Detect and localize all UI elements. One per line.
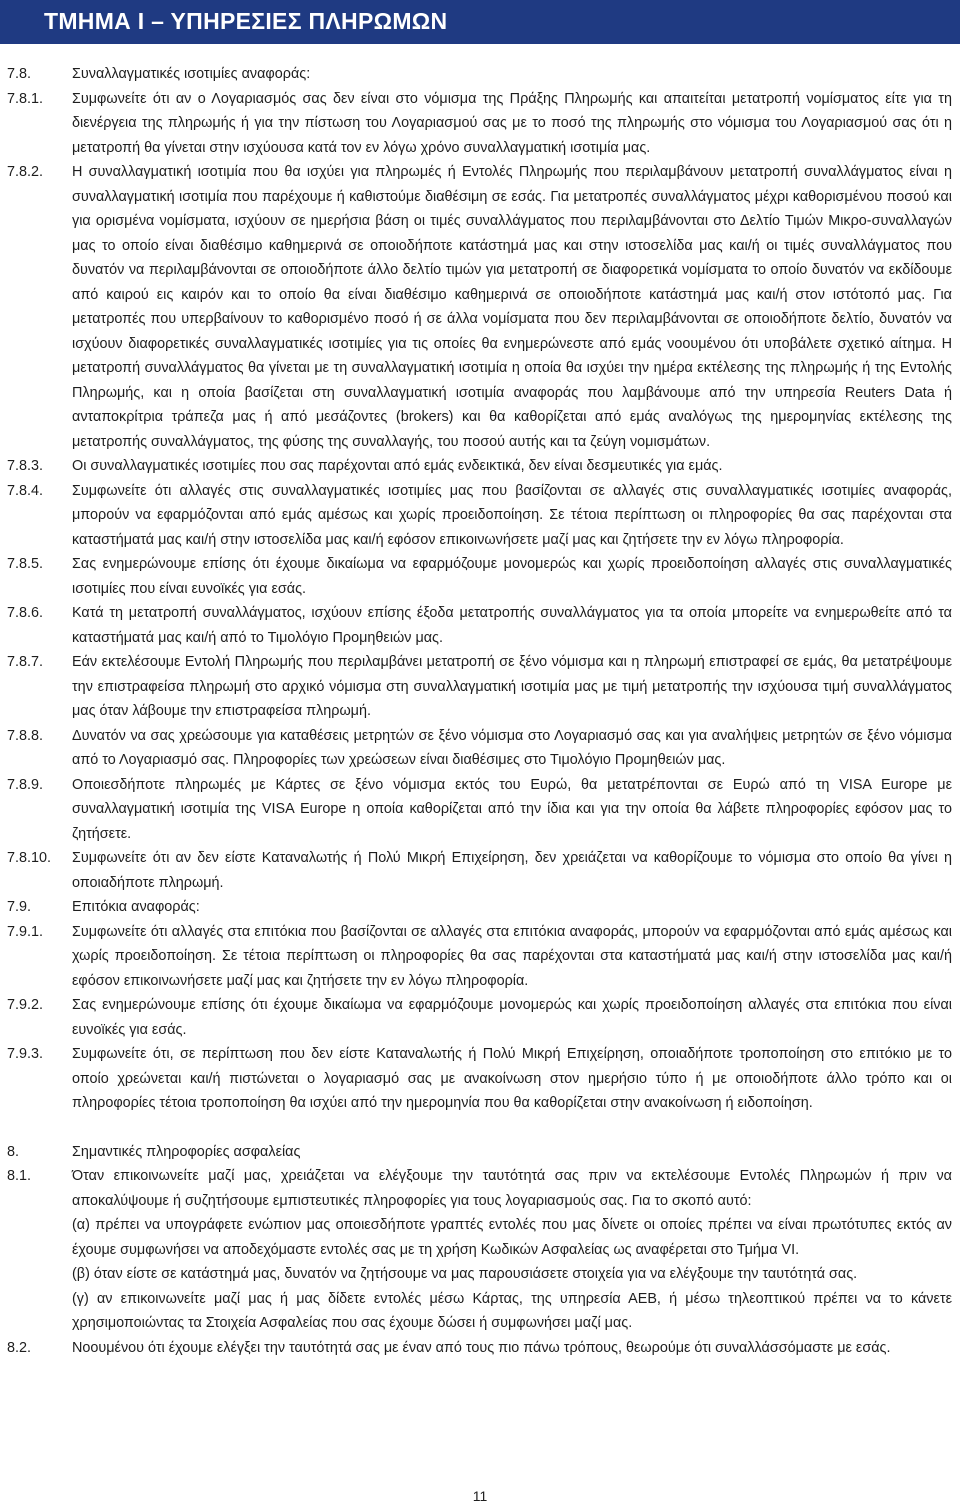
clause-number: 7.8.10. — [7, 850, 52, 866]
clause-number: 7.8.9. — [7, 776, 44, 793]
clause-text: Δυνατόν να σας χρεώσουμε για καταθέσεις μετρητών σε ξένο νόμισμα στο Λογαριασμό σας και για αναλήψεις μετρητών σε ξένο νόμισμα από το Λογαριασμό σας. Πληροφορίες των χρεώσεων είναι διαθέσιμες στο Τιμολόγιο Προμηθειών μας. — [72, 727, 952, 768]
clause-number: 8.1. — [7, 1168, 32, 1184]
clause-text: Οποιεσδήποτε πληρωμές με Κάρτες σε ξένο νόμισμα εκτός του Ευρώ, θα μετατρέπονται σε Ευρώ από τη VISA Europe με συναλλαγματική ισοτιμία της VISA Europe η οποία καθορίζεται από την ίδια και για την οποία θα λάβετε πληροφορίες εφόσον μας το ζητήσετε. — [72, 776, 952, 842]
clause-7-9-1 — [0, 920, 960, 994]
clause-number: 7.8. — [7, 66, 32, 82]
clause-8-1-b — [0, 1262, 960, 1287]
clause-7-8-8 — [0, 724, 960, 773]
section-title: ΤΜΗΜΑ Ι – ΥΠΗΡΕΣΙΕΣ ΠΛΗΡΩΜΩΝ — [44, 8, 448, 34]
clause-7-8-5 — [0, 552, 960, 601]
clause-text: Η συναλλαγματική ισοτιμία που θα ισχύει για πληρωμές ή Εντολές Πληρωμής που περιλαμβάνουν μετατροπή συναλλάγματος είναι η συναλλαγματική ισοτιμία που παρέχουμε ή καθιστούμε διαθέσιμη σε εσάς. Για μετατροπές συναλλάγματος μέχρι καθορισμένου ποσού και για ορισμένα νομίσματα, ισχύουν σε ημερήσια βάση οι τιμές συναλλάγματος που περιλαμβάνονται στο Δελτίο Τιμών Μικρο-συναλλαγών μας το οποίο είναι διαθέσιμο καθημερινά σε οποιοδήποτε κατάστημά μας και στην ιστοσελίδα μας και/ή οι τιμές συναλλάγματος που δυνατόν να περιλαμβάνονται σε οποιοδήποτε άλλο δελτίο τιμών για μετατροπή σε διαφορετικά νομίσματα το οποίο δυνατόν να εκδίδουμε από καιρού εις καιρόν και το οποίο θα είναι διαθέσιμο καθημερινά σε οποιοδήποτε κατάστημά μας και/ή στον ιστότοπό μας. Για μετατροπές που υπερβαίνουν το καθορισμένο ποσό ή σε άλλα νομίσματα που δεν περιλαμβάνονται σε οποιοδήποτε δελτίο, δυνατόν να ισχύουν διαφορετικές συναλλαγματικές ισοτιμίες για τις οποίες θα ενημερώνεστε από εμάς νοουμένου ότι υποβάλετε σχετικό αίτημα. Η μετατροπή συναλλάγματος θα γίνεται με τη συναλλαγματική ισοτιμία η οποία θα ισχύει την ημέρα εκτέλεσης της πληρωμής ή της Εντολής Πληρωμής, και η οποία βασίζεται στη συναλλαγματική ισοτιμία αναφοράς που λαμβάνουμε από την υπηρεσία Reuters Data ή ανταποκρίτρια τράπεζα μας ή από μεσάζοντες (brokers) και θα καθορίζεται από εμάς αναλόγως της ημερομηνίας εκτέλεσης της μετατροπής συναλλάγματος, της φύσης της συναλλαγής, του ποσού αυτής και τα ζεύγη νομισμάτων. — [72, 164, 952, 450]
clause-number: 7.9.3. — [7, 1046, 44, 1062]
clause-8-2 — [0, 1336, 960, 1361]
clause-7-8-9 — [0, 773, 960, 847]
section-header-bar — [0, 0, 960, 44]
clause-number: 7.8.1. — [7, 90, 44, 107]
clause-8-1 — [0, 1164, 960, 1213]
clause-text: Οι συναλλαγματικές ισοτιμίες που σας παρέχονται από εμάς ενδεικτικά, δεν είναι δεσμευτικές για εμάς. — [72, 458, 723, 474]
sub-clause-text: (α) πρέπει να υπογράφετε ενώπιον μας οποιεσδήποτε γραπτές εντολές που μας δίνετε οι οποίες πρέπει να είναι πρωτότυπες εκτός αν έχουμε συμφωνήσει να αποδεχόμαστε εντολές σας με τη χρήση Κωδικών Ασφαλείας ως αναφέρεται στο Τμήμα VI. — [72, 1217, 952, 1258]
clause-text: Σας ενημερώνουμε επίσης ότι έχουμε δικαίωμα να εφαρμόζουμε μονομερώς και χωρίς προειδοποίηση αλλαγές στις συναλλαγματικές ισοτιμίες που είναι ευνοϊκές για εσάς. — [72, 556, 952, 597]
clause-number: 7.9. — [7, 899, 32, 915]
clause-number: 7.8.6. — [7, 605, 44, 621]
section-heading-text: Σημαντικές πληροφορίες ασφαλείας — [72, 1143, 301, 1160]
clause-7-8-3 — [0, 454, 960, 479]
clause-text: Συμφωνείτε ότι αν δεν είστε Καταναλωτής ή Πολύ Μικρή Επιχείρηση, δεν χρειάζεται να καθορίζουμε το νόμισμα στο οποίο θα γίνει η οποιαδήποτε πληρωμή. — [72, 850, 952, 891]
clause-text: Συμφωνείτε ότι αλλαγές στις συναλλαγματικές ισοτιμίες μας που βασίζονται σε αλλαγές στις συναλλαγματικές ισοτιμίες αναφοράς, μπορούν να εφαρμόζονται από εμάς αμέσως και χωρίς προειδοποίηση. Σε τέτοια περίπτωση οι πληροφορίες θα σας παρέχονται στα καταστήματά μας και/ή στην ιστοσελίδα μας και/ή εφόσον επικοινωνήσετε μαζί μας και ζητήσετε την εν λόγω πληροφορία. — [72, 482, 952, 548]
sub-clause-text: (β) όταν είστε σε κατάστημά μας, δυνατόν να ζητήσουμε να μας παρουσιάσετε στοιχεία για να ελέγξουμε την ταυτότητά σας. — [72, 1266, 858, 1282]
clause-number: 7.8.7. — [7, 654, 44, 670]
clause-7-8-7 — [0, 650, 960, 724]
clause-7-8-10 — [0, 846, 960, 895]
clause-7-9 — [0, 895, 960, 920]
clause-text: Εάν εκτελέσουμε Εντολή Πληρωμής που περιλαμβάνει μετατροπή σε ξένο νόμισμα και η πληρωμή επιστραφεί σε εμάς, θα μετατρέψουμε την επιστραφείσα πληρωμή στο αρχικό νόμισμα στη συναλλαγματική ισοτιμία μας με τιμή μετατροπής την ισχύουσα τιμή συναλλάγματος μας όταν λάβουμε την επιστραφείσα πληρωμή. — [72, 654, 952, 719]
document-body — [0, 62, 960, 1360]
section-spacer — [0, 1116, 960, 1140]
sub-clause-text: (γ) αν επικοινωνείτε μαζί μας ή μας δίδετε εντολές μέσω Κάρτας, της υπηρεσία ΑΕΒ, ή μέσω τηλεοπτικού πρέπει να το κάνετε χρησιμοποιώντας τα Στοιχεία Ασφαλείας που σας έχουμε δώσει ή συμφωνήσει μαζί μας. — [72, 1290, 952, 1331]
clause-7-8-4 — [0, 479, 960, 553]
clause-number: 7.8.3. — [7, 458, 44, 474]
clause-7-9-2 — [0, 993, 960, 1042]
clause-8-1-c — [0, 1287, 960, 1336]
clause-number: 7.8.8. — [7, 727, 44, 744]
clause-text: Συμφωνείτε ότι αλλαγές στα επιτόκια που βασίζονται σε αλλαγές στα επιτόκια αναφοράς, μπορούν να εφαρμόζονται από εμάς αμέσως και χωρίς προειδοποίηση. Σε τέτοια περίπτωση οι πληροφορίες θα σας παρέχονται στα καταστήματά μας και/ή στην ιστοσελίδα μας και/ή εφόσον επικοινωνήσετε μαζί μας και ζητήσετε την εν λόγω πληροφορία. — [72, 923, 952, 989]
clause-number: 7.9.2. — [7, 997, 44, 1013]
clause-text: Νοουμένου ότι έχουμε ελέγξει την ταυτότητά σας με έναν από τους πιο πάνω τρόπους, θεωρούμε ότι συναλλάσσόμαστε με εσάς. — [72, 1339, 891, 1356]
clause-7-8-6 — [0, 601, 960, 650]
clause-8-1-a — [0, 1213, 960, 1262]
clause-number: 7.8.5. — [7, 556, 44, 572]
clause-7-8-2 — [0, 160, 960, 454]
section-8-heading — [0, 1140, 960, 1165]
clause-7-9-3 — [0, 1042, 960, 1116]
clause-text: Κατά τη μετατροπή συναλλάγματος, ισχύουν επίσης έξοδα μετατροπής συναλλάγματος για τα οποία μπορείτε να ενημερωθείτε από τα καταστήματά μας και/ή από το Τιμολόγιο Προμηθειών μας. — [72, 605, 952, 646]
clause-text: Συμφωνείτε ότι, σε περίπτωση που δεν είστε Καταναλωτής ή Πολύ Μικρή Επιχείρηση, οποιαδήποτε τροποποίηση στο επιτόκιο με το οποίο χρεώνεται και/ή πιστώνεται ο λογαριασμό σας με ανακοίνωση στον ημερήσιο τύπο ή με οποιοδήποτε άλλο τρόπο και οι πληροφορίες τέτοια τροποποίηση θα ισχύει από την ημερομηνία που θα καθορίζεται στην ανακοίνωση ή ειδοποίηση. — [72, 1046, 952, 1111]
clause-text: Συμφωνείτε ότι αν ο Λογαριασμός σας δεν είναι στο νόμισμα της Πράξης Πληρωμής και απαιτείται μετατροπή νομίσματος είτε για τη διενέργεια της πληρωμής ή για την πίστωση του Λογαριασμού σας με το ποσό της πληρωμής στο νόμισμα του Λογαριασμού σας ότι η μετατροπή θα γίνεται στην ισχύουσα κατά τον εν λόγω χρόνο συναλλαγματική ισοτιμία μας. — [72, 90, 952, 156]
clause-7-8-1 — [0, 87, 960, 161]
clause-number: 7.8.4. — [7, 482, 44, 499]
clause-7-8 — [0, 62, 960, 87]
clause-text: Σας ενημερώνουμε επίσης ότι έχουμε δικαίωμα να εφαρμόζουμε μονομερώς και χωρίς προειδοποίηση αλλαγές στα επιτόκια που είναι ευνοϊκές για εσάς. — [72, 997, 952, 1038]
clause-text: Συναλλαγματικές ισοτιμίες αναφοράς: — [72, 66, 311, 82]
page-number: 11 — [472, 1488, 488, 1504]
section-number: 8. — [7, 1143, 20, 1160]
clause-number: 7.9.1. — [7, 923, 44, 940]
clause-number: 7.8.2. — [7, 164, 44, 180]
clause-text: Όταν επικοινωνείτε μαζί μας, χρειάζεται να ελέγξουμε την ταυτότητά σας πριν να εκτελέσουμε Εντολές Πληρωμών ή πριν να αποκαλύψουμε ή συζητήσουμε εμπιστευτικές πληροφορίες για τους λογαριασμούς σας. Για το σκοπό αυτό: — [72, 1168, 952, 1209]
clause-text: Επιτόκια αναφοράς: — [72, 899, 200, 915]
clause-number: 8.2. — [7, 1339, 32, 1356]
